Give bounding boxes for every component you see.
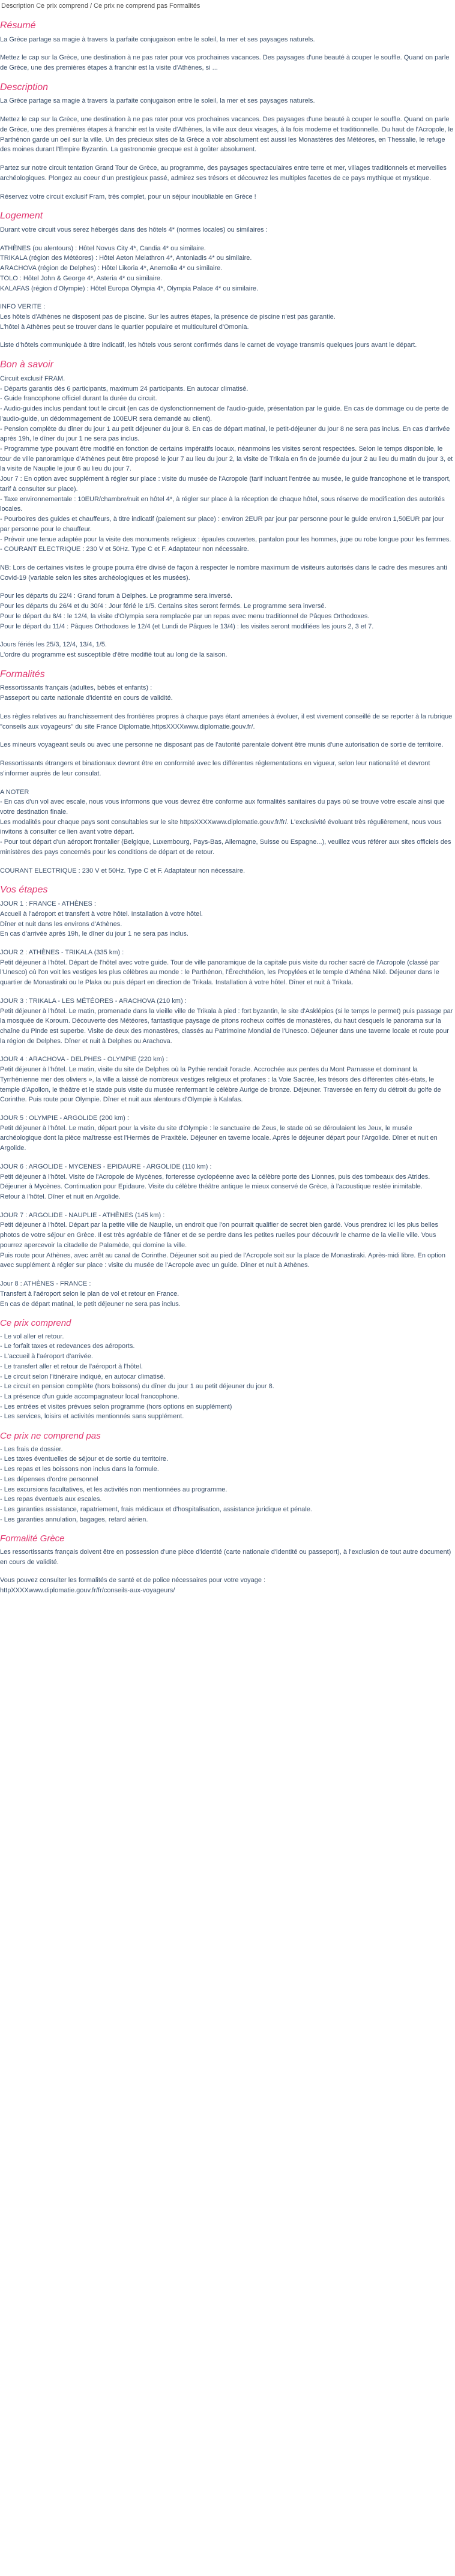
electric-current-line: COURANT ELECTRIQUE : 230 V et 50Hz. Type C et F. Adaptateur non nécessaire. bbox=[0, 867, 246, 874]
holidays-line: L'ordre du programme est susceptible d'être modifié tout au long de la saison. bbox=[0, 651, 228, 658]
good-to-know-line: - Pension complète du dîner du jour 1 au petit déjeuner du jour 8. En cas de départ matinal, le petit-déjeuner du jour 8 ne sera pas inclus. En cas d'arrivée après 19h, le dîner du jour 1 ne sera pas inclus. bbox=[0, 425, 450, 443]
good-to-know-line: - Départs garantis dès 6 participants, maximum 24 participants. En autocar climatisé. bbox=[0, 385, 249, 393]
includes-item: - Le forfait taxes et redevances des aéroports. bbox=[0, 1343, 135, 1350]
border-rules-paragraph: Les règles relatives au franchissement des frontières propres à chaque pays étant amenées à évoluer, il est vivement conseillé de se reporter à la rubrique "conseils aux voyageurs" du site France Diplomatie,httpsXXXXwww.diplomatie.gouv.fr/. bbox=[0, 712, 453, 730]
section-title-formalites: Formalités bbox=[0, 669, 45, 679]
hotel-item: ATHÈNES (ou alentours) : Hôtel Novus City 4*, Candia 4* ou similaire. bbox=[0, 244, 206, 252]
formalities-section bbox=[0, 669, 455, 876]
day-title: JOUR 4 : ARACHOVA - DELPHES - OLYMPIE (220 km) : bbox=[0, 1056, 168, 1064]
a-noter-line: Les modalités pour chaque pays sont consultables sur le site httpsXXXXwww.diplomatie.gouv.fr/fr/. L'exclusivité évoluant très régulièrement, nous vous invitons à consulter ce lien avant votre départ. bbox=[0, 818, 442, 836]
day-block bbox=[0, 899, 455, 939]
day-block bbox=[0, 1211, 455, 1271]
day-text: Transfert à l'aéroport selon le plan de vol et retour en France. bbox=[0, 1290, 179, 1298]
excludes-item: - Les garanties annulation, bagages, retard aérien. bbox=[0, 1515, 148, 1523]
section-title-description: Description bbox=[0, 82, 49, 92]
day-text: Petit déjeuner à l'hôtel. Visite de l'Acropole de Mycènes, forteresse cyclopéenne avec la célèbre porte des Lionnes, puis des tombeaux des Atrides. Déjeuner à Mycènes. Continuation pour Epidaure. Visite du célèbre théâtre antique le mieux conservé de Grèce, à l'acoustique restée inimitable. bbox=[0, 1173, 430, 1191]
diplomatie-link[interactable]: httpXXXXwww.diplomatie.gouv.fr/fr/conseils-aux-voyageurs/ bbox=[0, 1587, 175, 1595]
excludes-item: - Les excursions facultatives, et les activités non mentionnées au programme. bbox=[0, 1485, 228, 1493]
day-block bbox=[0, 1279, 455, 1309]
section-title-bon-a-savoir: Bon à savoir bbox=[0, 360, 53, 370]
breadcrumb: Description Ce prix comprend / Ce prix ne comprend pas Formalités bbox=[1, 2, 200, 10]
day-block bbox=[0, 948, 455, 988]
a-noter-line: - En cas d'un vol avec escale, nous vous informons que vous devrez être conforme aux formalités sanitaires du pays où se trouve votre escale ainsi que votre destination finale. bbox=[0, 798, 445, 816]
day-text: Petit déjeuner à l'hôtel. Le matin, promenade dans la vieille ville de Trikala à pied : fort byzantin, le site d'Asklépios (si le temps le permet) puis passage par la mosquée de Koroum. Découverte des Météores, fantastique paysage de pitons rocheux coiffés de monastères, du haut desquels le panorama sur la chaîne du Pinde est superbe. Visite de deux des monastères, classés au Patrimoine Mondial de l'Unesco. Déjeuner dans une taverne locale et route pour la région de Delphes. Dîner et nuit à Delphes ou Arachova. bbox=[0, 1007, 453, 1045]
section-title-etapes: Vos étapes bbox=[0, 885, 48, 895]
info-verite-line: L'hôtel à Athènes peut se trouver dans le quartier populaire et multiculturel d'Omonia. bbox=[0, 323, 249, 331]
excludes-item: - Les repas éventuels aux escales. bbox=[0, 1496, 102, 1503]
includes-item: - Les entrées et visites prévues selon programme (hors options en supplément) bbox=[0, 1403, 232, 1410]
day-text: Petit déjeuner à l'hôtel. Le matin, départ pour la visite du site d'Olympie : le sanctuaire de Zeus, le stade où se déroulaient les Jeux, le musée archéologique dont la pièce maîtresse est l'Hermès de Praxitèle. Déjeuner en taverne locale. Après le déjeuner départ pour l'Argolide. Dîner et nuit en Argolide. bbox=[0, 1124, 438, 1152]
summary-paragraph: Mettez le cap sur la Grèce, une destination à ne pas rater pour vos prochaines vacances. Des paysages d'une beauté à couper le souffle. Quand on parle de Grèce, une des premières étapes à franchir est la visite d'Athènes, si ... bbox=[0, 54, 450, 71]
day-title: JOUR 2 : ATHÈNES - TRIKALA (335 km) : bbox=[0, 948, 124, 956]
info-verite bbox=[0, 302, 455, 332]
description-paragraph: Partez sur notre circuit tentation Grand Tour de Grèce, au programme, des paysages spectaculaires entre terre et mer, villages traditionnels et merveilles archéologiques. Plongez au coeur d'un prestigieux passé, admirez ses trésors et découvrez les multiples facettes de ce pays mythique et mystique. bbox=[0, 164, 447, 182]
includes-item: - La présence d'un guide accompagnateur local francophone. bbox=[0, 1393, 179, 1401]
greece-id-paragraph: Les ressortissants français doivent être en possession d'une pièce d'identité (carte nationale d'identité ou passeport), à l'exclusion de tout autre document) en cours de validité. bbox=[0, 1548, 451, 1566]
day-block bbox=[0, 1162, 455, 1202]
description-section bbox=[0, 82, 455, 202]
includes-item: - Le circuit en pension complète (hors boissons) du dîner du jour 1 au petit déjeuner du jour 8. bbox=[0, 1383, 274, 1391]
day-block bbox=[0, 1113, 455, 1154]
day-title: JOUR 1 : FRANCE - ATHÈNES : bbox=[0, 900, 96, 908]
covid-note: NB: Lors de certaines visites le groupe pourra être divisé de façon à respecter le nombre maximum de visiteurs autorisés dans le cadre des mesures anti Covid-19 (variable selon les sites archéologiques et les musées). bbox=[0, 564, 447, 582]
day-text: Petit déjeuner à l'hôtel. Le matin, visite du site de Delphes où la Pythie rendait l'oracle. Accrochée aux pentes du Mont Parnasse et dominant la Tyrrhénienne mer des oliviers », la ville a laissé de nombreux vestiges religieux et profanes : la Voie Sacrée, les trésors des différentes cités-états, le temple d'Apollon, le théâtre et le stade puis visite du musée renfermant le célèbre Aurige de bronze. Déjeuner. Traversée en ferry du détroit du golfe de Corinthe. Puis route pour Olympie. Dîner et nuit aux alentours d'Olympie à Kalafas. bbox=[0, 1066, 441, 1104]
day-block bbox=[0, 996, 455, 1047]
id-line: Ressortissants français (adultes, bébés et enfants) : bbox=[0, 684, 152, 692]
section-title-comprend: Ce prix comprend bbox=[0, 1318, 71, 1329]
excludes-item: - Les taxes éventuelles de séjour et de sortie du territoire. bbox=[0, 1455, 169, 1463]
a-noter-block bbox=[0, 787, 455, 858]
section-title-logement: Logement bbox=[0, 211, 43, 221]
day-title: Jour 8 : ATHÈNES - FRANCE : bbox=[0, 1280, 91, 1288]
id-line: Passeport ou carte nationale d'identité en cours de validité. bbox=[0, 694, 173, 702]
good-to-know-line: - Programme type pouvant être modifié en fonction de certains impératifs locaux, néanmoins les visites seront respectées. Selon le temps disponible, le tour de ville panoramique d'Athènes peut être proposé le jour 7 au lieu du jour 2, la visite de Trikala en fin de journée du jour 2 au lieu du matin du jour 3, et la visite de Nauplie le jour 6 au lieu du jour 7. bbox=[0, 445, 453, 473]
holidays-notes bbox=[0, 640, 455, 660]
includes-item: - L'accueil à l'aéroport d'arrivée. bbox=[0, 1353, 93, 1361]
includes-item: - Le transfert aller et retour de l'aéroport à l'hôtel. bbox=[0, 1362, 143, 1370]
lodging-note: Liste d'hôtels communiquée à titre indicatif, les hôtels vous seront confirmés dans le carnet de voyage transmis quelques jours avant le départ. bbox=[0, 342, 417, 349]
excludes-list bbox=[0, 1445, 455, 1525]
a-noter-title: A NOTER bbox=[0, 788, 29, 796]
day-text: Retour à l'hôtel. Dîner et nuit en Argolide. bbox=[0, 1193, 121, 1201]
good-to-know-line: Jour 7 : En option avec supplément à régler sur place : visite du musée de l'Acropole (tarif incluant l'entrée au musée, le guide francophone et le transport, tarif à consulter sur place). bbox=[0, 475, 451, 493]
section-title-resume: Résumé bbox=[0, 20, 36, 31]
excludes-item: - Les repas et les boissons non inclus dans la formule. bbox=[0, 1466, 159, 1473]
includes-item: - Le circuit selon l'itinéraire indiqué, en autocar climatisé. bbox=[0, 1373, 166, 1380]
excludes-item: - Les frais de dossier. bbox=[0, 1445, 63, 1453]
description-paragraph: Réservez votre circuit exclusif Fram, très complet, pour un séjour inoubliable en Grèce ! bbox=[0, 193, 256, 200]
good-to-know-line: - Taxe environnementale : 10EUR/chambre/nuit en hôtel 4*, à régler sur place à la réception de chaque hôtel, sous réserve de modification des autorités locales. bbox=[0, 495, 445, 513]
good-to-know-line: - Audio-guides inclus pendant tout le circuit (en cas de dysfonctionnement de l'audio-guide, présentation par le guide. En cas de dommage ou de perte de l'audio-guide, un dédommagement de 100EUR sera demandé au client). bbox=[0, 405, 449, 423]
hotel-item: TRIKALA (région des Météores) : Hôtel Aeton Melathron 4*, Antoniadis 4* ou similaire. bbox=[0, 254, 252, 262]
summary-paragraph: La Grèce partage sa magie à travers la parfaite conjugaison entre le soleil, la mer et ses paysages naturels. bbox=[0, 35, 315, 43]
hotel-item: KALAFAS (région d'Olympie) : Hôtel Europa Olympia 4*, Olympia Palace 4* ou similaire. bbox=[0, 284, 259, 292]
minors-paragraph: Les mineurs voyageant seuls ou avec une personne ne disposant pas de l'autorité parentale doivent être munis d'une autorisation de sortie de territoire. bbox=[0, 741, 444, 749]
description-paragraph: Mettez le cap sur la Grèce, une destination à ne pas rater pour vos prochaines vacances. Des paysages d'une beauté à couper le souffle. Quand on parle de Grèce, une des premières étapes à franchir est la visite d'Athènes, la ville aux deux visages, à la fois moderne et traditionnelle. Du haut de l'Acropole, le Parthénon garde un oeil sur la ville. Un des précieux sites de la Grèce a voir absolument est aussi les Monastères des Météores, en Thessalie, le refuge des moines durant l'Empire Byzantin. La gastronomie grecque est à goûter absolument. bbox=[0, 116, 454, 154]
good-to-know-line: Circuit exclusif FRAM. bbox=[0, 375, 65, 382]
greece-formalities-section bbox=[0, 1533, 455, 1595]
day-title: JOUR 6 : ARGOLIDE - MYCENES - EPIDAURE - ARGOLIDE (110 km) : bbox=[0, 1163, 212, 1170]
day-title: JOUR 3 : TRIKALA - LES MÉTÉORES - ARACHOVA (210 km) : bbox=[0, 997, 187, 1005]
includes-item: - Le vol aller et retour. bbox=[0, 1332, 64, 1340]
day-text: En cas d'arrivée après 19h, le dîner du jour 1 ne sera pas inclus. bbox=[0, 930, 188, 938]
day-text: Petit déjeuner à l'hôtel. Départ de l'hôtel avec votre guide. Tour de ville panoramique de la capitale puis visite du rocher sacré de l'Acropole (classé par l'Unesco) où l'on voit les vestiges les plus célèbres au monde : le Parthénon, l'Érechthéion, les Propylées et le temple d'Athéna Niké. Déjeuner dans le quartier de Monastiraki ou le Plaka ou puis départ en direction de Trikala. Installation à votre hôtel. Dîner et nuit à Trikala. bbox=[0, 958, 439, 987]
good-to-know-line: - Pourboires des guides et chauffeurs, à titre indicatif (paiement sur place) : environ 2EUR par jour par personne pour le guide environ 1,50EUR par jour par personne pour le chauffeur. bbox=[0, 516, 444, 533]
section-title-formalite-grece: Formalité Grèce bbox=[0, 1533, 65, 1544]
holidays-line: Jours fériés les 25/3, 12/4, 13/4, 1/5. bbox=[0, 641, 107, 649]
day-text: En cas de départ matinal, le petit déjeuner ne sera pas inclus. bbox=[0, 1300, 181, 1308]
price-includes-section bbox=[0, 1317, 455, 1422]
price-excludes-section bbox=[0, 1430, 455, 1524]
itinerary-section bbox=[0, 884, 455, 1309]
day-title: JOUR 7 : ARGOLIDE - NAUPLIE - ATHÈNES (145 km) : bbox=[0, 1211, 165, 1219]
hotel-item: ARACHOVA (région de Delphes) : Hôtel Likoria 4*, Anemolia 4* ou similaire. bbox=[0, 265, 223, 272]
hotel-item: TOLO : Hôtel John & George 4*, Asteria 4* ou similaire. bbox=[0, 274, 163, 282]
good-to-know-line: - COURANT ELECTRIQUE : 230 V et 50Hz. Type C et F. Adaptateur non nécessaire. bbox=[0, 546, 249, 553]
departure-note: Pour les départs du 26/4 et du 30/4 : Jour férié le 1/5. Certains sites seront fermés. Le programme sera inversé. bbox=[0, 603, 327, 610]
day-text: Petit déjeuner à l'hôtel. Départ par la petite ville de Nauplie, un endroit que l'on pourrait qualifier de secret bien gardé. Vous prendrez ici les plus belles photos de votre séjour en Grèce. Il est très agréable de flâner et de se perdre dans les petites ruelles pour découvrir le charme de la vieille ville. Vous pourrez apercevoir la citadelle de Palamède, qui domine la ville. bbox=[0, 1221, 439, 1249]
health-police-info bbox=[0, 1575, 455, 1595]
a-noter-line: - Pour tout départ d'un aéroport frontalier (Belgique, Luxembourg, Pays-Bas, Allemagne, Suisse ou Espagne...), veuillez vous référer aux sites officiels des ministères des pays concernés pour les conditions de départ et de retour. bbox=[0, 838, 451, 856]
departure-note: Pour le départ du 8/4 : le 12/4, la visite d'Olympia sera remplacée par un repas avec menu traditionnel de Pâques Orthodoxes. bbox=[0, 612, 370, 620]
good-to-know-list bbox=[0, 374, 455, 555]
departure-notes bbox=[0, 591, 455, 631]
day-text: Dîner et nuit dans les environs d'Athènes. bbox=[0, 920, 122, 928]
id-requirements bbox=[0, 683, 455, 703]
good-to-know-section bbox=[0, 359, 455, 660]
day-block bbox=[0, 1055, 455, 1105]
good-to-know-line: - Prévoir une tenue adaptée pour la visite des monuments religieux : épaules couvertes, pantalon pour les hommes, jupe ou robe longue pour les femmes. bbox=[0, 535, 451, 543]
info-verite-line: Les hôtels d'Athènes ne disposent pas de piscine. Sur les autres étapes, la présence de piscine n'est pas garantie. bbox=[0, 313, 336, 321]
good-to-know-line: - Guide francophone officiel durant la durée du circuit. bbox=[0, 395, 157, 403]
health-police-line: Vous pouvez consulter les formalités de santé et de police nécessaires pour votre voyage : bbox=[0, 1577, 266, 1584]
day-text: Puis route pour Athènes, avec arrêt au canal de Corinthe. Déjeuner soit au pied de l'Acropole soit sur la place de Monastiraki. Après-midi libre. En option avec supplément à régler sur place : visite du musée de l'Acropole avec un guide. Dîner et nuit à Athènes. bbox=[0, 1251, 445, 1269]
departure-note: Pour les départs du 22/4 : Grand forum à Delphes. Le programme sera inversé. bbox=[0, 592, 233, 600]
departure-note: Pour le départ du 11/4 : Pâques Orthodoxes le 12/4 (et Lundi de Pâques le 13/4) : les visites seront modifiées les jours 2, 3 et 7. bbox=[0, 622, 374, 630]
includes-list bbox=[0, 1332, 455, 1422]
section-title-ne-comprend: Ce prix ne comprend pas bbox=[0, 1431, 101, 1442]
day-title: JOUR 5 : OLYMPIE - ARGOLIDE (200 km) : bbox=[0, 1115, 129, 1122]
includes-item: - Les services, loisirs et activités mentionnés sans supplément. bbox=[0, 1413, 184, 1421]
hotel-list bbox=[0, 244, 455, 294]
description-paragraph: La Grèce partage sa magie à travers la parfaite conjugaison entre le soleil, la mer et ses paysages naturels. bbox=[0, 97, 315, 105]
foreigners-paragraph: Ressortissants étrangers et binationaux devront être en conformité avec les différentes réglementations en vigueur, selon leur nationalité et devront s'informer auprès de leur consulat. bbox=[0, 760, 430, 777]
lodging-intro: Durant votre circuit vous serez hébergés dans des hôtels 4* (normes locales) ou similaires : bbox=[0, 226, 268, 234]
lodging-section bbox=[0, 210, 455, 351]
excludes-item: - Les garanties assistance, rapatriement, frais médicaux et d'hospitalisation, assistance juridique et pénale. bbox=[0, 1506, 312, 1513]
summary-section bbox=[0, 20, 455, 73]
info-verite-title: INFO VERITE : bbox=[0, 303, 46, 311]
day-text: Accueil à l'aéroport et transfert à votre hôtel. Installation à votre hôtel. bbox=[0, 910, 203, 918]
excludes-item: - Les dépenses d'ordre personnel bbox=[0, 1475, 98, 1483]
